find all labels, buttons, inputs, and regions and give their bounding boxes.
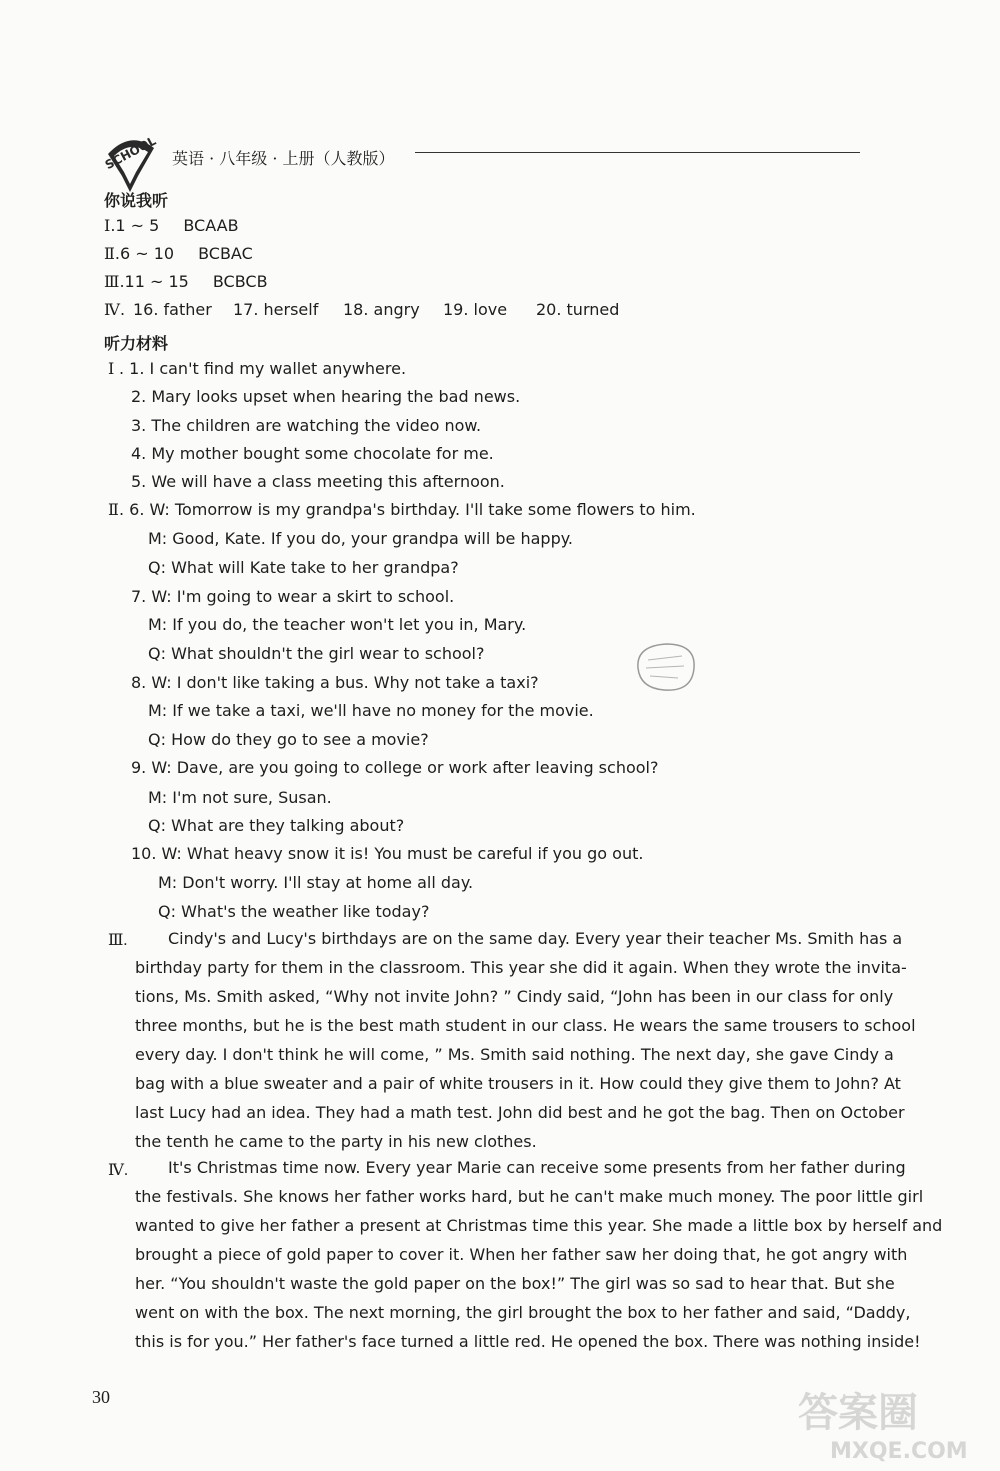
passage-line: the festivals. She knows her father works hard, but he can't make much money. The poor little girl <box>135 1187 924 1206</box>
script-line: . 1. I can't find my wallet anywhere. <box>119 359 407 378</box>
passage-line: three months, but he is the best math student in our class. He wears the same trousers to school <box>135 1016 916 1035</box>
school-logo-icon <box>98 128 162 194</box>
watermark-logo <box>790 1380 990 1465</box>
answer-item: 18. angry <box>343 300 420 319</box>
passage-part3 <box>135 924 916 1156</box>
script-line: 4. My mother bought some chocolate for me. <box>131 444 494 463</box>
passage-line: bag with a blue sweater and a pair of white trousers in it. How could they give them to John? At <box>135 1074 901 1093</box>
passage-line: It's Christmas time now. Every year Marie can receive some presents from her father during <box>168 1158 906 1177</box>
answer-item: 20. turned <box>536 300 620 319</box>
script-line: 2. Mary looks upset when hearing the bad news. <box>131 387 521 406</box>
script-line: M: I'm not sure, Susan. <box>148 788 332 807</box>
passage-line: the tenth he came to the party in his new clothes. <box>135 1132 537 1151</box>
script-line: 5. We will have a class meeting this afternoon. <box>131 472 505 491</box>
logo-text: SCHOOL <box>102 133 159 173</box>
part-label: Ⅲ. <box>108 932 128 949</box>
script-line: M: If you do, the teacher won't let you in, Mary. <box>148 615 527 634</box>
answer-item: 17. herself <box>233 300 319 319</box>
script-line: 8. W: I don't like taking a bus. Why not take a taxi? <box>131 673 539 692</box>
passage-part4 <box>135 1153 943 1356</box>
header-title: 英语 · 八年级 · 上册（人教版） <box>172 149 395 168</box>
script-line: Q: How do they go to see a movie? <box>148 730 429 749</box>
header-rule <box>415 152 860 153</box>
script-line: Q: What shouldn't the girl wear to school? <box>148 644 485 663</box>
script-line: M: If we take a taxi, we'll have no money for the movie. <box>148 701 594 720</box>
script-line: 3. The children are watching the video now. <box>131 416 482 435</box>
passage-line: birthday party for them in the classroom. This year she did it again. When they wrote the invita- <box>135 958 907 977</box>
script-line: Q: What's the weather like today? <box>158 902 430 921</box>
script-line: M: Good, Kate. If you do, your grandpa will be happy. <box>148 529 573 548</box>
answer-item: 19. love <box>443 300 508 319</box>
script-line: 7. W: I'm going to wear a skirt to school. <box>131 587 455 606</box>
passage-line: brought a piece of gold paper to cover it. When her father saw her doing that, he got angry with <box>135 1245 908 1264</box>
passage-line: last Lucy had an idea. They had a math test. John did best and he got the bag. Then on October <box>135 1103 905 1122</box>
page-number: 30 <box>92 1387 110 1407</box>
answers-heading: 你说我听 <box>104 191 169 210</box>
answer-row-4: Ⅳ. <box>104 300 126 319</box>
script-line: 9. W: Dave, are you going to college or work after leaving school? <box>131 758 659 777</box>
script-line: 10. W: What heavy snow it is! You must be careful if you go out. <box>131 844 644 863</box>
script-line: Q: What will Kate take to her grandpa? <box>148 558 459 577</box>
answer-item: 16. father <box>133 300 212 319</box>
stamp-icon <box>630 638 700 696</box>
answer-row: Ⅱ.6 ~ 10 BCBAC <box>104 244 253 263</box>
part-label: Ⅱ <box>108 502 119 519</box>
passage-line: this is for you.” Her father's face turned a little red. He opened the box. There was nothing inside! <box>135 1332 921 1351</box>
part-label: Ⅳ. <box>108 1162 128 1179</box>
material-heading: 听力材料 <box>104 334 169 353</box>
answer-row: Ⅲ.11 ~ 15 BCBCB <box>104 272 268 291</box>
part-label: Ⅰ <box>108 361 115 378</box>
answer-row: Ⅰ.1 ~ 5 BCAAB <box>104 216 239 235</box>
passage-line: her. “You shouldn't waste the gold paper on the box!” The girl was so sad to hear that. But she <box>135 1274 895 1293</box>
script-line: . 6. W: Tomorrow is my grandpa's birthday. I'll take some flowers to him. <box>119 500 696 519</box>
script-line: M: Don't worry. I'll stay at home all day. <box>158 873 474 892</box>
passage-line: tions, Ms. Smith asked, “Why not invite John? ” Cindy said, “John has been in our class for only <box>135 987 894 1006</box>
passage-line: went on with the box. The next morning, the girl brought the box to her father and said, “Daddy, <box>135 1303 911 1322</box>
script-line: Q: What are they talking about? <box>148 816 405 835</box>
passage-line: every day. I don't think he will come, ” Ms. Smith said nothing. The next day, she gave Cindy a <box>135 1045 894 1064</box>
svg-text:MXQE.COM: MXQE.COM <box>830 1439 968 1464</box>
svg-text:答案圈: 答案圈 <box>798 1390 918 1436</box>
passage-line: wanted to give her father a present at Christmas time this year. She made a little box by herself and <box>135 1216 943 1235</box>
passage-line: Cindy's and Lucy's birthdays are on the same day. Every year their teacher Ms. Smith has a <box>168 929 903 948</box>
